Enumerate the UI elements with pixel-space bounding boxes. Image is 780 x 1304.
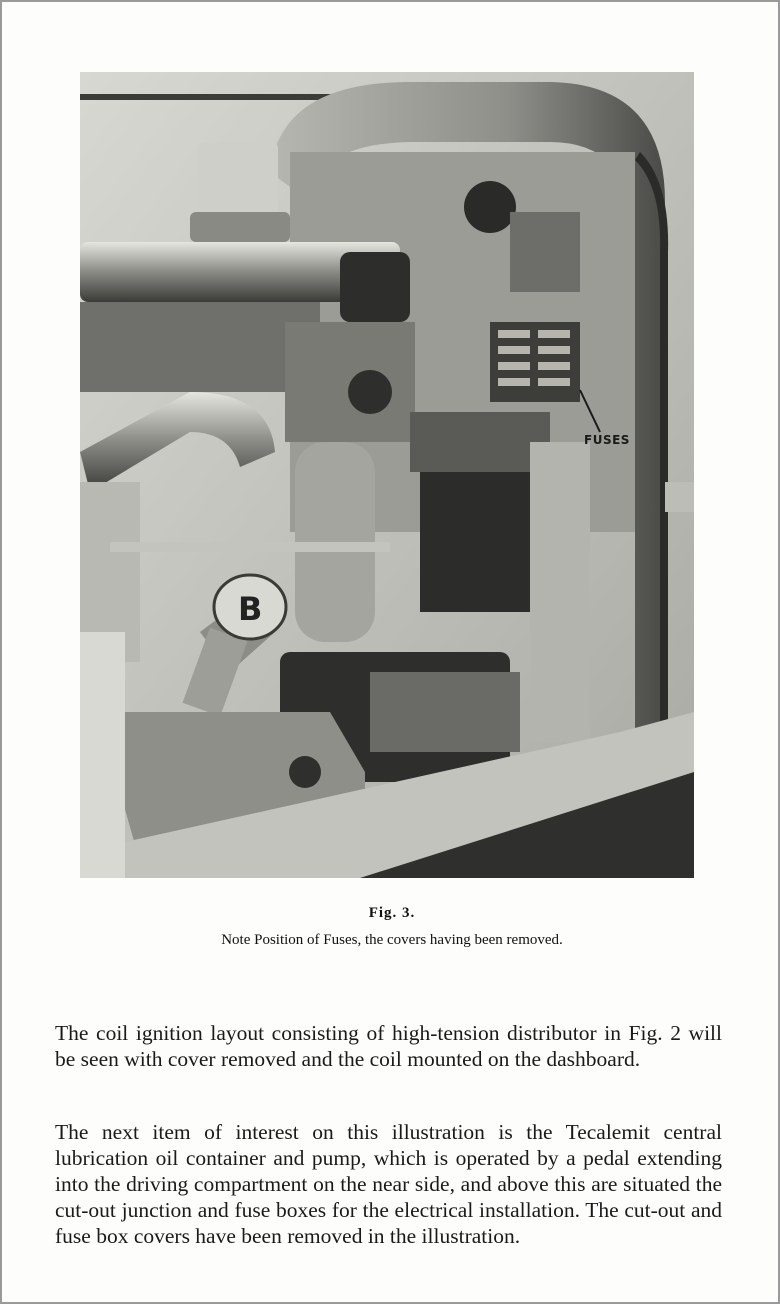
paragraph-lubrication: The next item of interest on this illustration is the Tecalemit central lubrication oil container and pump, which is operated by a pedal extending into the driving compartment on the near side, and above this are situated the cut-out junction and fuse boxes for the electrical installation. The cut-out and fuse box covers have been removed in the illustration. (55, 1120, 722, 1248)
figure-number: Fig. 3. (368, 905, 416, 921)
svg-text:B: B (238, 590, 263, 628)
engine-bay-photograph (80, 72, 694, 878)
fuses-annotation: FUSES (584, 433, 630, 447)
paragraph-coil-ignition: The coil ignition layout consisting of high-tension distributor in Fig. 2 will be seen with cover removed and the coil mounted on the dashboard. (55, 1021, 722, 1071)
engine-photo-illustration (80, 72, 694, 878)
figure-caption: Note Position of Fuses, the covers having been removed. (221, 932, 563, 948)
